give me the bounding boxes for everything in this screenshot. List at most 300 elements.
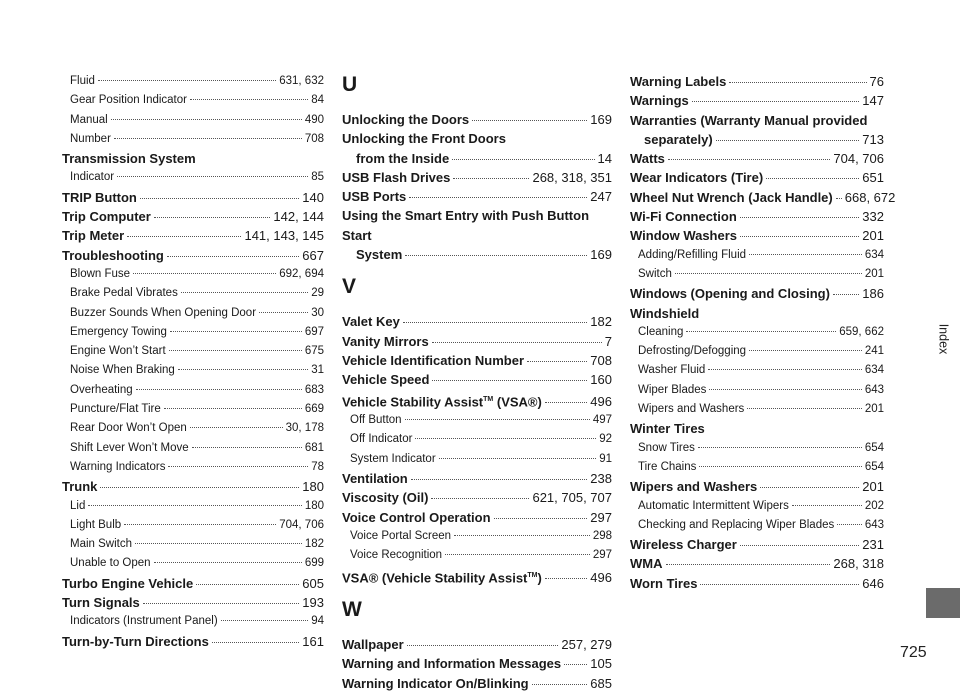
page-references[interactable]: 713 <box>862 131 884 147</box>
index-entry[interactable] <box>62 246 324 265</box>
index-subentry[interactable] <box>62 265 324 284</box>
page-references[interactable]: 78 <box>311 460 324 473</box>
page-references[interactable]: 94 <box>311 615 324 628</box>
dot-leader <box>675 273 862 274</box>
index-entry[interactable] <box>342 187 612 206</box>
entry-term <box>638 458 696 477</box>
index-subentry[interactable] <box>630 265 884 284</box>
page-references[interactable]: 643 <box>864 518 884 531</box>
page-references[interactable]: 180 <box>304 499 324 512</box>
page-references[interactable]: 147 <box>862 93 884 109</box>
section-letter-heading: V <box>342 275 357 299</box>
entry-term-text: separately) <box>644 131 713 147</box>
entry-term-text: Warning Labels <box>630 74 727 89</box>
index-entry[interactable] <box>630 91 884 110</box>
index-subentry[interactable] <box>630 516 884 535</box>
page-references[interactable]: 76 <box>869 74 884 89</box>
index-subentry[interactable] <box>62 554 324 573</box>
page-references[interactable]: 634 <box>864 364 884 377</box>
entry-term-text: Fluid <box>70 75 95 87</box>
page-references[interactable]: 141, 143, 145 <box>244 228 324 244</box>
index-entry[interactable] <box>630 226 884 245</box>
index-entry[interactable] <box>342 488 612 507</box>
index-tab-label: Index <box>936 323 950 355</box>
dot-leader <box>178 369 308 370</box>
page-references[interactable]: 692, 694 <box>279 267 324 280</box>
index-entry[interactable] <box>630 284 884 303</box>
index-entry[interactable] <box>630 188 896 207</box>
entry-term-text: Lid <box>70 499 86 512</box>
entry-term <box>638 381 706 400</box>
dot-leader <box>143 603 300 604</box>
dot-leader <box>409 197 587 198</box>
index-subentry[interactable] <box>62 72 324 91</box>
entry-term-text: Voice Control Operation <box>342 509 491 525</box>
dot-leader <box>88 505 301 506</box>
entry-term <box>62 246 164 265</box>
page-references[interactable]: 30 <box>311 306 324 319</box>
page-references[interactable]: 201 <box>864 403 884 416</box>
page-references[interactable]: 169 <box>590 112 612 127</box>
page-references[interactable]: 140 <box>302 189 324 205</box>
page-references[interactable]: 668, 672 <box>844 189 896 205</box>
dot-leader <box>472 120 587 121</box>
index-entry[interactable] <box>630 554 884 573</box>
index-subentry[interactable] <box>62 91 324 110</box>
entry-term <box>630 168 763 187</box>
page-references[interactable]: 708 <box>304 132 324 145</box>
index-entry[interactable] <box>342 312 612 331</box>
page-references[interactable]: 496 <box>590 569 612 585</box>
index-subentry[interactable] <box>630 342 884 361</box>
index-subentry[interactable] <box>62 439 324 458</box>
entry-term <box>356 149 449 168</box>
entry-term <box>62 632 209 651</box>
dot-leader <box>708 369 861 370</box>
page-references[interactable]: 201 <box>862 479 884 495</box>
entry-term <box>350 430 412 449</box>
index-entry[interactable] <box>630 72 884 91</box>
page-references[interactable]: 697 <box>304 325 324 338</box>
dot-leader <box>164 408 302 409</box>
index-subentry[interactable] <box>62 535 324 554</box>
entry-term <box>70 284 178 303</box>
entry-term-text: Wipers and Washers <box>638 403 745 416</box>
index-entry[interactable] <box>342 654 612 673</box>
page-references[interactable]: 29 <box>311 287 324 300</box>
entry-term-text: Wi-Fi Connection <box>630 209 737 225</box>
index-subentry[interactable] <box>630 246 884 265</box>
dot-leader <box>668 159 830 160</box>
entry-term <box>630 91 689 110</box>
entry-term <box>70 323 167 342</box>
entry-term <box>62 593 140 612</box>
index-entry[interactable] <box>342 370 612 389</box>
page-references[interactable]: 182 <box>304 538 324 551</box>
entry-term <box>342 508 491 527</box>
index-subentry[interactable] <box>630 439 884 458</box>
entry-term-text: Watts <box>630 151 665 167</box>
index-entry[interactable] <box>342 566 612 588</box>
entry-term <box>70 419 187 438</box>
page-references[interactable]: 91 <box>599 452 612 465</box>
entry-term-text: Wipers and Washers <box>630 479 758 495</box>
entry-term <box>70 168 114 187</box>
page-references[interactable]: 231 <box>862 537 884 553</box>
entry-term-text: Wallpaper <box>342 637 404 653</box>
dot-leader <box>545 402 587 403</box>
dot-leader <box>415 438 596 439</box>
page-references[interactable]: 268, 318, 351 <box>532 169 612 185</box>
index-side-tab[interactable] <box>926 92 960 586</box>
entry-term <box>342 488 428 507</box>
dot-leader <box>729 82 866 83</box>
entry-term <box>342 351 524 370</box>
dot-leader <box>124 524 276 525</box>
dot-leader <box>192 447 302 448</box>
index-entry[interactable] <box>630 574 884 593</box>
index-subentry[interactable] <box>62 400 324 419</box>
entry-term <box>70 439 189 458</box>
index-heading: Warranties (Warranty Manual provided <box>630 112 868 128</box>
index-subentry[interactable] <box>630 361 884 380</box>
entry-term-text: Troubleshooting <box>62 247 164 263</box>
page-references[interactable]: 631, 632 <box>279 75 324 87</box>
entry-term <box>630 226 737 245</box>
index-subentry[interactable] <box>342 411 612 430</box>
page-references[interactable]: 654 <box>864 441 884 454</box>
entry-term <box>356 245 402 264</box>
dot-leader <box>114 138 302 139</box>
index-subentry[interactable] <box>62 612 324 631</box>
entry-term <box>70 304 256 323</box>
dot-leader <box>749 254 862 255</box>
page-references[interactable]: 669 <box>304 403 324 416</box>
index-subentry[interactable] <box>62 168 324 187</box>
index-subentry[interactable] <box>62 323 324 342</box>
index-entry[interactable] <box>630 535 884 554</box>
dot-leader <box>140 198 299 199</box>
page-references[interactable]: 643 <box>864 383 884 396</box>
dot-leader <box>699 466 861 467</box>
index-subentry[interactable] <box>62 130 324 149</box>
dot-leader <box>709 389 861 390</box>
entry-term-text: Trip Computer <box>62 209 151 225</box>
entry-term-text: Manual <box>70 113 108 126</box>
entry-term-text: System <box>356 247 403 263</box>
index-subentry[interactable] <box>630 400 884 419</box>
entry-term-text: Indicator <box>70 171 115 184</box>
index-entry[interactable] <box>342 635 612 654</box>
page-references[interactable]: 704, 706 <box>279 518 324 531</box>
page-references[interactable]: 241 <box>864 345 884 358</box>
dot-leader <box>766 178 859 179</box>
entry-term-text: Adding/Refilling Fluid <box>638 248 747 261</box>
index-subentry[interactable] <box>62 497 324 516</box>
index-entry[interactable] <box>342 110 612 129</box>
entry-term-text: Warning Indicator On/Blinking <box>342 675 529 691</box>
index-entry[interactable] <box>342 390 612 412</box>
index-entry[interactable] <box>62 188 324 207</box>
page-references[interactable]: 238 <box>590 471 612 487</box>
dot-leader <box>405 255 587 256</box>
page-references[interactable]: 247 <box>590 189 612 205</box>
entry-term <box>638 246 746 265</box>
dot-leader <box>431 498 529 499</box>
entry-term <box>62 574 193 593</box>
entry-term <box>342 674 529 693</box>
dot-leader <box>666 564 831 565</box>
entry-term <box>638 342 746 361</box>
dot-leader <box>452 159 594 160</box>
entry-term-text: Unlocking the Doors <box>342 112 470 127</box>
entry-term <box>62 477 97 496</box>
dot-leader <box>698 447 862 448</box>
index-entry[interactable] <box>630 477 884 496</box>
entry-term-text: Defrosting/Defogging <box>638 345 747 358</box>
entry-term-text: Valet Key <box>342 314 400 330</box>
entry-term-text: Overheating <box>70 383 133 396</box>
page-references[interactable]: 85 <box>311 171 324 184</box>
entry-term-text: Turn Signals <box>62 595 140 611</box>
entry-term <box>70 91 187 110</box>
page-references[interactable]: 605 <box>302 575 324 591</box>
page-references[interactable]: 298 <box>592 529 612 542</box>
entry-term-text: Voice Recognition <box>350 549 443 562</box>
dot-leader <box>411 479 588 480</box>
entry-term <box>62 226 124 245</box>
index-entry[interactable] <box>62 593 324 612</box>
entry-term-text: Wear Indicators (Tire) <box>630 170 764 186</box>
entry-term <box>638 497 789 516</box>
page-references[interactable]: 659, 662 <box>839 325 884 338</box>
index-subentry[interactable] <box>62 284 324 303</box>
index-subentry[interactable] <box>630 323 884 342</box>
index-heading: Using the Smart Entry with Push Button Start <box>342 208 590 243</box>
dot-leader <box>100 487 299 488</box>
entry-term-text: Switch <box>638 267 672 280</box>
page-references[interactable]: 92 <box>599 433 612 446</box>
page-references[interactable]: 84 <box>311 94 324 107</box>
dot-leader <box>181 292 308 293</box>
entry-term-text: Buzzer Sounds When Opening Door <box>70 306 257 319</box>
entry-term-text: USB Flash Drives <box>342 169 451 185</box>
page-references[interactable]: 180 <box>302 479 324 495</box>
index-subentry[interactable] <box>62 342 324 361</box>
entry-term <box>342 168 450 187</box>
index-subentry[interactable] <box>62 381 324 400</box>
index-entry[interactable] <box>630 149 884 168</box>
dot-leader <box>212 642 299 643</box>
page-references[interactable]: 161 <box>302 633 324 649</box>
page-references[interactable]: 497 <box>592 414 612 427</box>
entry-term-text: Warnings <box>630 93 689 109</box>
index-heading: Transmission System <box>62 151 196 167</box>
entry-term-text: Wheel Nut Wrench (Jack Handle) <box>630 189 833 205</box>
index-entry[interactable] <box>342 674 612 693</box>
page-references[interactable]: 496 <box>590 393 612 409</box>
entry-term-text: Automatic Intermittent Wipers <box>638 499 789 512</box>
index-entry[interactable] <box>630 207 884 226</box>
entry-term-text: Trip Meter <box>62 228 125 244</box>
dot-leader <box>259 312 308 313</box>
entry-term <box>342 566 542 588</box>
index-entry[interactable] <box>62 574 324 593</box>
entry-term <box>70 458 165 477</box>
index-subentry[interactable] <box>62 304 324 323</box>
section-letter-heading: W <box>342 598 362 622</box>
index-entry[interactable] <box>62 207 324 226</box>
entry-term <box>630 149 665 168</box>
entry-term <box>70 612 218 631</box>
entry-term-text: Main Switch <box>70 538 132 551</box>
index-subentry[interactable] <box>630 381 884 400</box>
index-subentry[interactable] <box>342 450 612 469</box>
entry-term-text: Warning and Information Messages <box>342 656 562 672</box>
page-references[interactable]: 297 <box>592 549 612 562</box>
page-references[interactable]: 268, 318 <box>833 556 884 572</box>
entry-term-text: Light Bulb <box>70 518 122 531</box>
entry-term-text: Worn Tires <box>630 575 698 591</box>
entry-term-text: Washer Fluid <box>638 364 706 377</box>
page-references[interactable]: 297 <box>590 509 612 525</box>
index-column-2 <box>342 72 612 693</box>
index-subentry[interactable] <box>62 419 324 438</box>
index-column-1 <box>62 72 324 651</box>
index-entry[interactable] <box>342 149 612 168</box>
entry-term <box>342 654 561 673</box>
index-entry[interactable] <box>630 130 884 149</box>
page-references[interactable]: 14 <box>597 150 612 166</box>
page-references[interactable]: 186 <box>862 286 884 302</box>
index-subentry[interactable] <box>62 458 324 477</box>
entry-term <box>638 439 695 458</box>
entry-term-text: Number <box>70 132 111 145</box>
index-entry[interactable] <box>62 226 324 245</box>
dot-leader <box>740 236 859 237</box>
page-references[interactable]: 704, 706 <box>833 151 884 167</box>
entry-term-text: Ventilation <box>342 471 408 487</box>
dot-leader <box>545 578 587 579</box>
entry-term <box>70 381 133 400</box>
entry-term <box>630 535 737 554</box>
entry-term <box>70 554 151 573</box>
page-references[interactable]: 683 <box>304 383 324 396</box>
dot-leader <box>692 101 860 102</box>
entry-term-text: Gear Position Indicator <box>70 94 187 107</box>
page-references[interactable]: 675 <box>304 345 324 358</box>
page-references[interactable]: 30, 178 <box>285 422 324 435</box>
page-references[interactable]: 142, 144 <box>273 209 324 225</box>
index-entry[interactable] <box>62 632 324 651</box>
page-references[interactable]: 193 <box>302 595 324 611</box>
page-references[interactable]: 31 <box>311 364 324 377</box>
page-references[interactable]: 332 <box>862 209 884 225</box>
dot-leader <box>135 543 302 544</box>
page-references[interactable]: 182 <box>590 314 612 330</box>
page-references[interactable]: 201 <box>864 267 884 280</box>
entry-term-text: Turn-by-Turn Directions <box>62 633 209 649</box>
entry-term-text: Tire Chains <box>638 460 697 473</box>
page-references[interactable]: 667 <box>302 247 324 263</box>
index-subentry[interactable] <box>630 458 884 477</box>
index-entry[interactable] <box>342 469 612 488</box>
index-entry[interactable] <box>342 245 612 264</box>
entry-term <box>630 72 726 91</box>
index-subentry[interactable] <box>630 497 884 516</box>
entry-term <box>70 361 175 380</box>
page-references[interactable]: 651 <box>862 170 884 186</box>
entry-term <box>342 390 542 412</box>
index-heading: Unlocking the Front Doors <box>342 131 506 147</box>
index-entry[interactable] <box>342 168 612 187</box>
index-subentry[interactable] <box>342 546 612 565</box>
page-references[interactable]: 105 <box>590 656 612 672</box>
page-references[interactable]: 621, 705, 707 <box>532 490 612 506</box>
page-references[interactable]: 169 <box>590 247 612 263</box>
page-references[interactable]: 160 <box>590 372 612 388</box>
index-entry[interactable] <box>630 168 884 187</box>
page-references[interactable]: 685 <box>590 675 612 691</box>
entry-term <box>630 574 697 593</box>
index-subentry[interactable] <box>62 361 324 380</box>
index-entry[interactable] <box>62 477 324 496</box>
page-references[interactable]: 699 <box>304 557 324 570</box>
dot-leader <box>837 524 862 525</box>
page-references[interactable]: 257, 279 <box>561 637 612 653</box>
dot-leader <box>432 380 587 381</box>
index-subentry[interactable] <box>342 527 612 546</box>
page-references[interactable]: 201 <box>862 228 884 244</box>
page-references[interactable]: 646 <box>862 575 884 591</box>
index-subentry[interactable] <box>342 430 612 449</box>
entry-term-text: Wiper Blades <box>638 383 707 396</box>
entry-term <box>70 342 166 361</box>
page-references[interactable]: 654 <box>864 460 884 473</box>
dot-leader <box>111 119 302 120</box>
entry-term <box>638 361 705 380</box>
index-subentry[interactable] <box>62 111 324 130</box>
index-entry[interactable] <box>342 508 612 527</box>
entry-term <box>638 516 834 535</box>
entry-term <box>342 110 469 129</box>
page-references[interactable]: 708 <box>590 352 612 368</box>
dot-leader <box>154 562 302 563</box>
page-references[interactable]: 634 <box>864 248 884 261</box>
entry-term <box>638 400 744 419</box>
page-references[interactable]: 202 <box>864 499 884 512</box>
entry-term <box>342 312 400 331</box>
entry-term-text: TRIP Button <box>62 189 137 205</box>
entry-term-text: Trunk <box>62 479 98 495</box>
page-references[interactable]: 681 <box>304 441 324 454</box>
dot-leader <box>716 140 860 141</box>
index-entry[interactable] <box>342 332 612 351</box>
entry-term-text: Shift Lever Won’t Move <box>70 441 189 454</box>
entry-term <box>638 323 683 342</box>
index-entry[interactable] <box>342 351 612 370</box>
entry-term <box>638 265 672 284</box>
dot-leader <box>749 350 862 351</box>
entry-term <box>70 516 121 535</box>
dot-leader <box>453 178 529 179</box>
page-references[interactable]: 7 <box>604 333 612 349</box>
index-subentry[interactable] <box>62 516 324 535</box>
entry-term <box>342 635 404 654</box>
dot-leader <box>190 99 308 100</box>
dot-leader <box>169 350 302 351</box>
page-references[interactable]: 490 <box>304 113 324 126</box>
